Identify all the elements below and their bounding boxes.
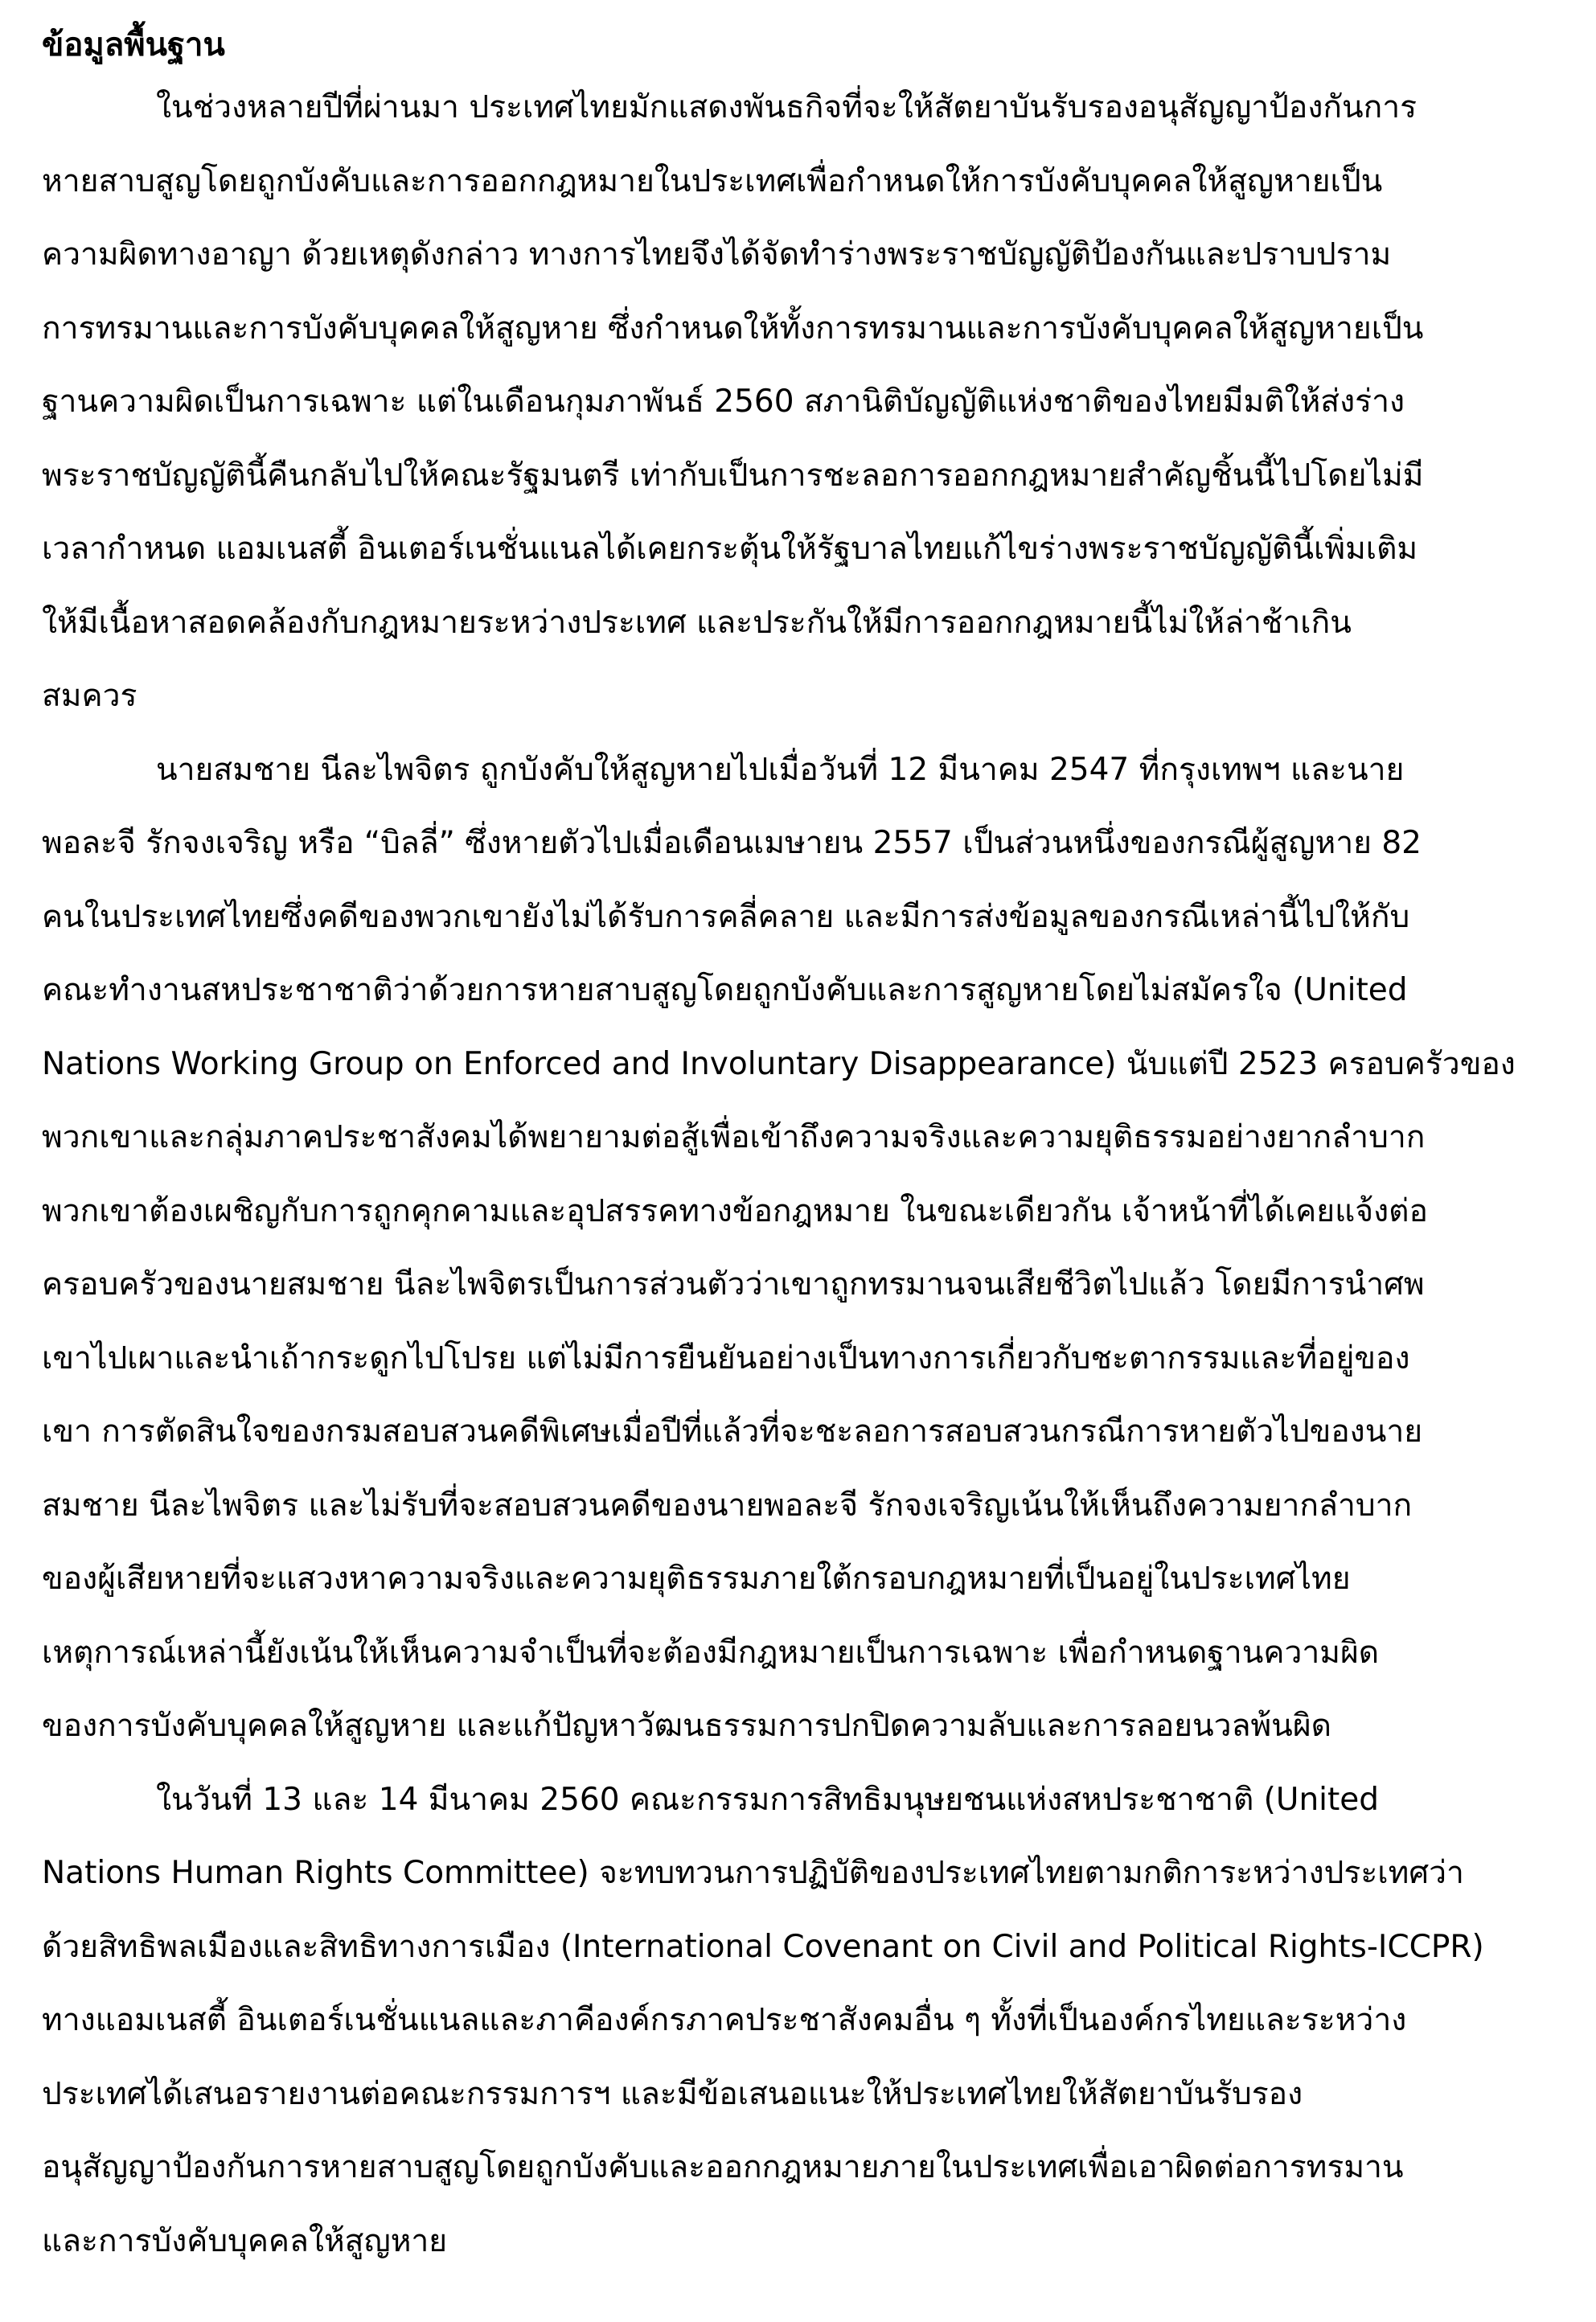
paragraph-background (42, 71, 1569, 733)
document-body (42, 19, 1569, 2278)
paragraph-line: พระราชบัญญัตินี้คืนกลับไปให้คณะรัฐมนตรี เท่ากับเป็นการชะลอการออกกฎหมายสำคัญชิ้นนี้ไปโดยไม่มี (42, 457, 1424, 494)
paragraph-line: Nations Human Rights Committee) จะทบทวนการปฏิบัติของประเทศไทยตามกติการะหว่างประเทศว่า (42, 1855, 1464, 1891)
paragraph-line: คนในประเทศไทยซึ่งคดีของพวกเขายังไม่ได้รับการคลี่คลาย และมีการส่งข้อมูลของกรณีเหล่านี้ไปให้กับ (42, 898, 1410, 935)
paragraph-line: เหตุการณ์เหล่านี้ยังเน้นให้เห็นความจำเป็นที่จะต้องมีกฎหมายเป็นการเฉพาะ เพื่อกำหนดฐานความผิด (42, 1634, 1380, 1671)
paragraph-line: ทางแอมเนสตี้ อินเตอร์เนชั่นแนลและภาคีองค์กรภาคประชาสังคมอื่น ๆ ทั้งที่เป็นองค์กรไทยและระหว่าง (42, 2002, 1407, 2038)
paragraph-line: พวกเขาและกลุ่มภาคประชาสังคมได้พยายามต่อสู้เพื่อเข้าถึงความจริงและความยุติธรรมอย่างยากลำบาก (42, 1119, 1426, 1155)
paragraph-line: เขาไปเผาและนำเถ้ากระดูกไปโปรย แต่ไม่มีการยืนยันอย่างเป็นทางการเกี่ยวกับชะตากรรมและที่อยู่ของ (42, 1339, 1410, 1376)
paragraph-line: การทรมานและการบังคับบุคคลให้สูญหาย ซึ่งกำหนดให้ทั้งการทรมานและการบังคับบุคคลให้สูญหายเป็น (42, 310, 1424, 347)
paragraph-line: ความผิดทางอาญา ด้วยเหตุดังกล่าว ทางการไทยจึงได้จัดทำร่างพระราชบัญญัติป้องกันและปราบปราม (42, 236, 1392, 273)
paragraph-line: นายสมชาย นีละไพจิตร ถูกบังคับให้สูญหายไปเมื่อวันที่ 12 มีนาคม 2547 ที่กรุงเทพฯ และนาย (156, 751, 1405, 788)
paragraph-line: สมควร (42, 678, 137, 714)
paragraph-line: ฐานความผิดเป็นการเฉพาะ แต่ในเดือนกุมภาพันธ์ 2560 สภานิติบัญญัติแห่งชาติของไทยมีมติให้ส่งร่าง (42, 384, 1405, 420)
paragraph-line: ประเทศได้เสนอรายงานต่อคณะกรรมการฯ และมีข้อเสนอแนะให้ประเทศไทยให้สัตยาบันรับรอง (42, 2075, 1303, 2112)
paragraph-line: และการบังคับบุคคลให้สูญหาย (42, 2222, 448, 2259)
paragraph-line: ให้มีเนื้อหาสอดคล้องกับกฎหมายระหว่างประเทศ และประกันให้มีการออกกฎหมายนี้ไม่ให้ล่าช้าเกิน (42, 604, 1352, 641)
paragraph-line: คณะทำงานสหประชาชาติว่าด้วยการหายสาบสูญโดยถูกบังคับและการสูญหายโดยไม่สมัครใจ (United (42, 972, 1408, 1008)
paragraph-line: หายสาบสูญโดยถูกบังคับและการออกกฎหมายในประเทศเพื่อกำหนดให้การบังคับบุคคลให้สูญหายเป็น (42, 162, 1383, 199)
paragraph-un-review (42, 1763, 1569, 2279)
paragraph-line: ในวันที่ 13 และ 14 มีนาคม 2560 คณะกรรมการสิทธิมนุษยชนแห่งสหประชาชาติ (United (156, 1781, 1380, 1818)
paragraph-line: ครอบครัวของนายสมชาย นีละไพจิตรเป็นการส่วนตัวว่าเขาถูกทรมานจนเสียชีวิตไปแล้ว โดยมีการนำศพ (42, 1266, 1425, 1303)
paragraph-line: พอละจี รักจงเจริญ หรือ “บิลลี่” ซึ่งหายตัวไปเมื่อเดือนเมษายน 2557 เป็นส่วนหนึ่งของกรณีผู้สูญหาย 82 (42, 825, 1422, 861)
paragraph-line: Nations Working Group on Enforced and Involuntary Disappearance) นับแต่ปี 2523 ครอบครัวของ (42, 1045, 1516, 1082)
paragraph-line: สมชาย นีละไพจิตร และไม่รับที่จะสอบสวนคดีของนายพอละจี รักจงเจริญเน้นให้เห็นถึงความยากลำบาก (42, 1487, 1413, 1524)
paragraph-disappearance-cases (42, 733, 1569, 1763)
paragraph-line: อนุสัญญาป้องกันการหายสาบสูญโดยถูกบังคับและออกกฎหมายภายในประเทศเพื่อเอาผิดต่อการทรมาน (42, 2149, 1404, 2185)
paragraph-line: เขา การตัดสินใจของกรมสอบสวนคดีพิเศษเมื่อปีที่แล้วที่จะชะลอการสอบสวนกรณีการหายตัวไปของนาย (42, 1413, 1423, 1450)
paragraph-line: ของผู้เสียหายที่จะแสวงหาความจริงและความยุติธรรมภายใต้กรอบกฎหมายที่เป็นอยู่ในประเทศไทย (42, 1561, 1351, 1597)
paragraph-line: ของการบังคับบุคคลให้สูญหาย และแก้ปัญหาวัฒนธรรมการปกปิดความลับและการลอยนวลพ้นผิด (42, 1708, 1332, 1744)
paragraph-line: พวกเขาต้องเผชิญกับการถูกคุกคามและอุปสรรคทางข้อกฎหมาย ในขณะเดียวกัน เจ้าหน้าที่ได้เคยแจ้งต่อ (42, 1192, 1428, 1229)
paragraph-line: เวลากำหนด แอมเนสตี้ อินเตอร์เนชั่นแนลได้เคยกระตุ้นให้รัฐบาลไทยแก้ไขร่างพระราชบัญญัตินี้เพิ่มเติม (42, 531, 1418, 567)
paragraph-line: ด้วยสิทธิพลเมืองและสิทธิทางการเมือง (International Covenant on Civil and Political Rights-ICCPR) (42, 1928, 1484, 1965)
paragraph-line: ในช่วงหลายปีที่ผ่านมา ประเทศไทยมักแสดงพันธกิจที่จะให้สัตยาบันรับรองอนุสัญญาป้องกันการ (156, 89, 1418, 125)
section-heading: ข้อมูลพื้นฐาน (42, 27, 225, 64)
